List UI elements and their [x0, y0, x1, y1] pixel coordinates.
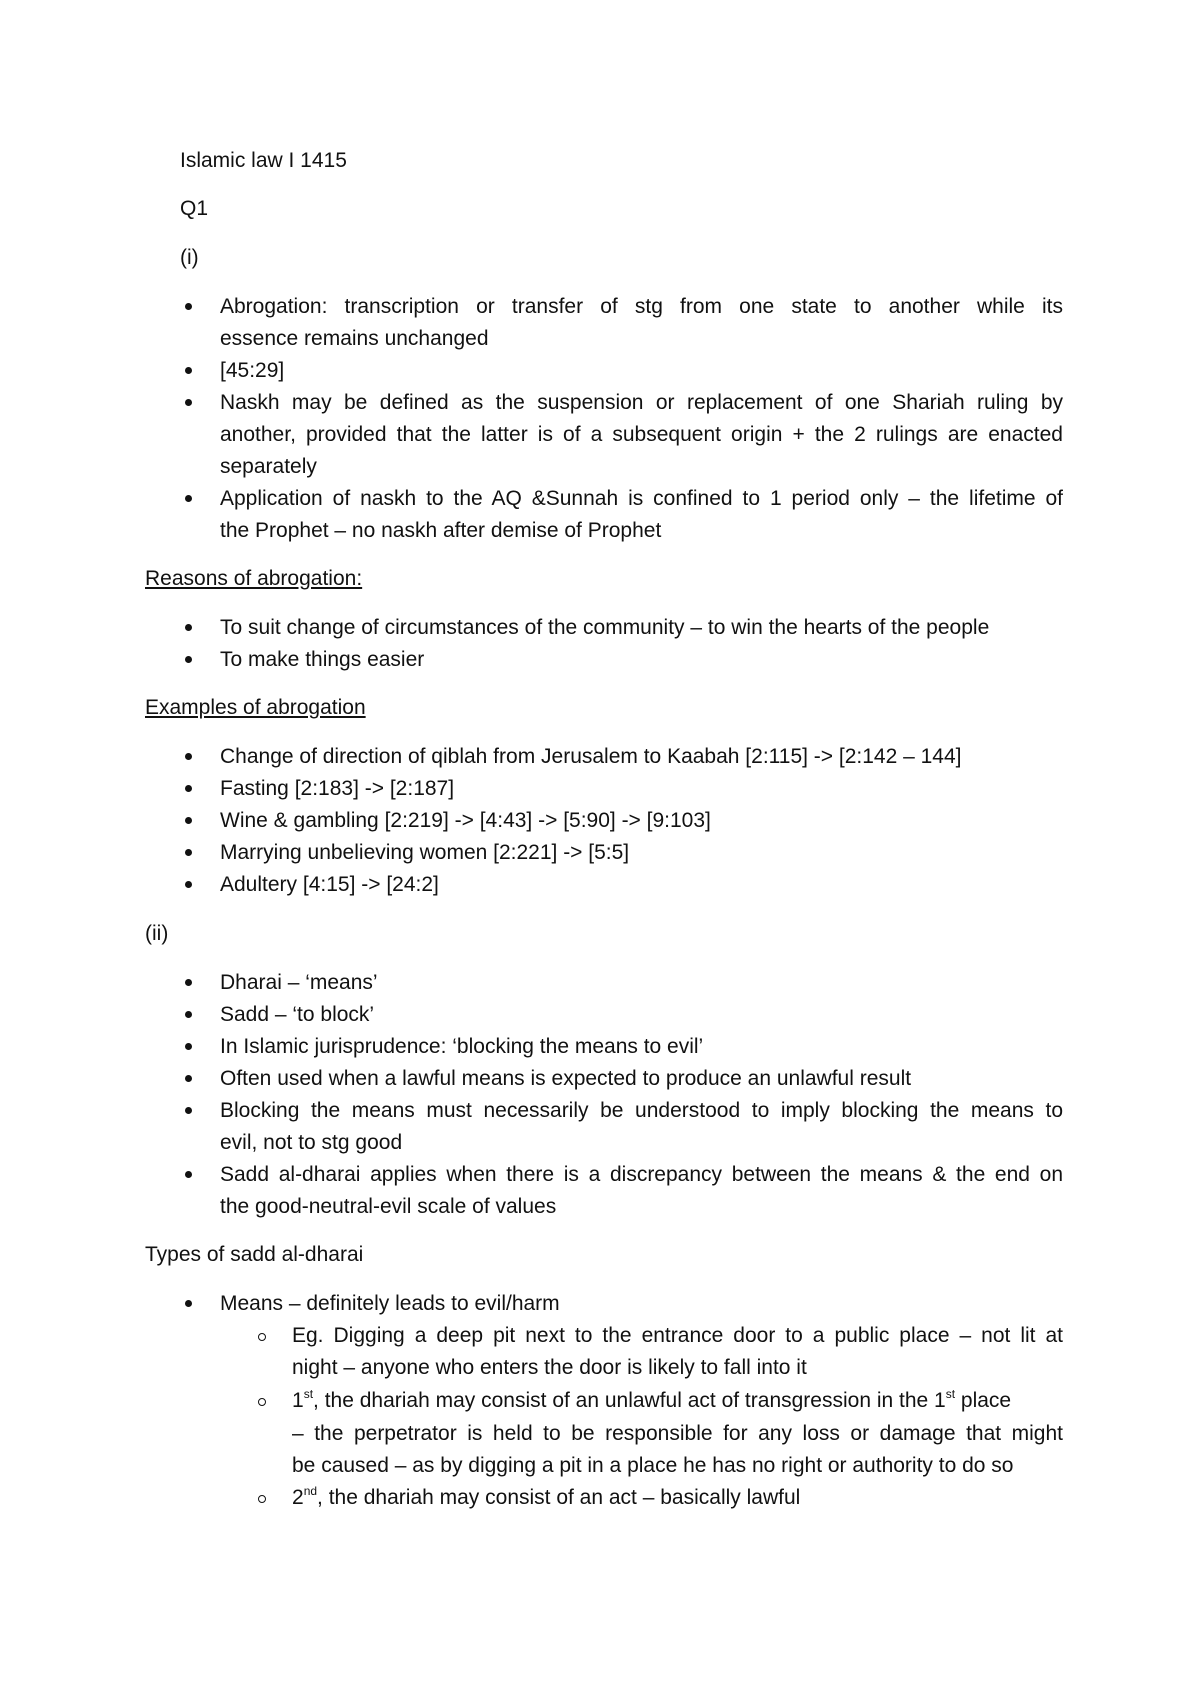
- list-item: Often used when a lawful means is expected to produce an unlawful result: [220, 1067, 912, 1090]
- circle-bullet-icon: [258, 1333, 266, 1341]
- list-item: Naskh may be defined as the suspension or replacement of one Shariah ruling by: [220, 391, 1063, 414]
- sub-list-item: 1st, the dhariah may consist of an unlawful act of transgression in the 1st place: [292, 1387, 1012, 1412]
- sub-list-item-cont: be caused – as by digging a pit in a place he has no right or authority to do so: [292, 1454, 1014, 1477]
- sub-list-item-cont: – the perpetrator is held to be responsible for any loss or damage that might: [292, 1422, 1063, 1445]
- bullet-icon: [185, 849, 192, 856]
- list-item-cont: another, provided that the latter is of a subsequent origin + the 2 rulings are enacted: [220, 423, 1063, 446]
- list-item: Abrogation: transcription or transfer of stg from one state to another while its: [220, 295, 1063, 318]
- bullet-icon: [185, 656, 192, 663]
- list-item-cont: the Prophet – no naskh after demise of Prophet: [220, 519, 662, 542]
- list-item: Marrying unbelieving women [2:221] -> [5:5]: [220, 841, 630, 864]
- list-item: Sadd al-dharai applies when there is a discrepancy between the means & the end on: [220, 1163, 1063, 1186]
- bullet-icon: [185, 495, 192, 502]
- list-item: To suit change of circumstances of the community – to win the hearts of the people: [220, 616, 990, 639]
- bullet-icon: [185, 979, 192, 986]
- list-item-cont: the good-neutral-evil scale of values: [220, 1195, 557, 1218]
- bullet-icon: [185, 1300, 192, 1307]
- list-item: In Islamic jurisprudence: ‘blocking the means to evil’: [220, 1035, 704, 1058]
- examples-heading: Examples of abrogation: [145, 696, 366, 719]
- types-heading: Types of sadd al-dharai: [145, 1243, 364, 1266]
- bullet-icon: [185, 1171, 192, 1178]
- list-item: Dharai – ‘means’: [220, 971, 378, 994]
- sub-list-item: 2nd, the dhariah may consist of an act – basically lawful: [292, 1484, 801, 1509]
- part-label-ii: (ii): [145, 922, 169, 945]
- bullet-icon: [185, 753, 192, 760]
- bullet-icon: [185, 367, 192, 374]
- list-item-cont: separately: [220, 455, 317, 478]
- sub-list-item-cont: night – anyone who enters the door is likely to fall into it: [292, 1356, 807, 1379]
- list-item: To make things easier: [220, 648, 425, 671]
- list-item: Blocking the means must necessarily be understood to imply blocking the means to: [220, 1099, 1063, 1122]
- list-item: Change of direction of qiblah from Jerusalem to Kaabah [2:115] -> [2:142 – 144]: [220, 745, 962, 768]
- list-item: Adultery [4:15] -> [24:2]: [220, 873, 439, 896]
- bullet-icon: [185, 1011, 192, 1018]
- bullet-icon: [185, 1107, 192, 1114]
- document-title: Islamic law I 1415: [180, 149, 347, 172]
- circle-bullet-icon: [258, 1495, 266, 1503]
- circle-bullet-icon: [258, 1398, 266, 1406]
- question-label: Q1: [180, 197, 209, 220]
- bullet-icon: [185, 1075, 192, 1082]
- sub-list-item: Eg. Digging a deep pit next to the entrance door to a public place – not lit at: [292, 1324, 1063, 1347]
- list-item: Application of naskh to the AQ &Sunnah is confined to 1 period only – the lifetime of: [220, 487, 1063, 510]
- part-label-i: (i): [180, 246, 199, 269]
- reasons-heading: Reasons of abrogation:: [145, 567, 363, 590]
- list-item: Wine & gambling [2:219] -> [4:43] -> [5:90] -> [9:103]: [220, 809, 711, 832]
- list-item: Sadd – ‘to block’: [220, 1003, 375, 1026]
- list-item-cont: essence remains unchanged: [220, 327, 489, 350]
- bullet-icon: [185, 303, 192, 310]
- list-item: Means – definitely leads to evil/harm: [220, 1292, 560, 1315]
- list-item-cont: evil, not to stg good: [220, 1131, 403, 1154]
- list-item: [45:29]: [220, 359, 285, 382]
- bullet-icon: [185, 881, 192, 888]
- list-item: Fasting [2:183] -> [2:187]: [220, 777, 455, 800]
- bullet-icon: [185, 785, 192, 792]
- bullet-icon: [185, 817, 192, 824]
- bullet-icon: [185, 399, 192, 406]
- bullet-icon: [185, 1043, 192, 1050]
- bullet-icon: [185, 624, 192, 631]
